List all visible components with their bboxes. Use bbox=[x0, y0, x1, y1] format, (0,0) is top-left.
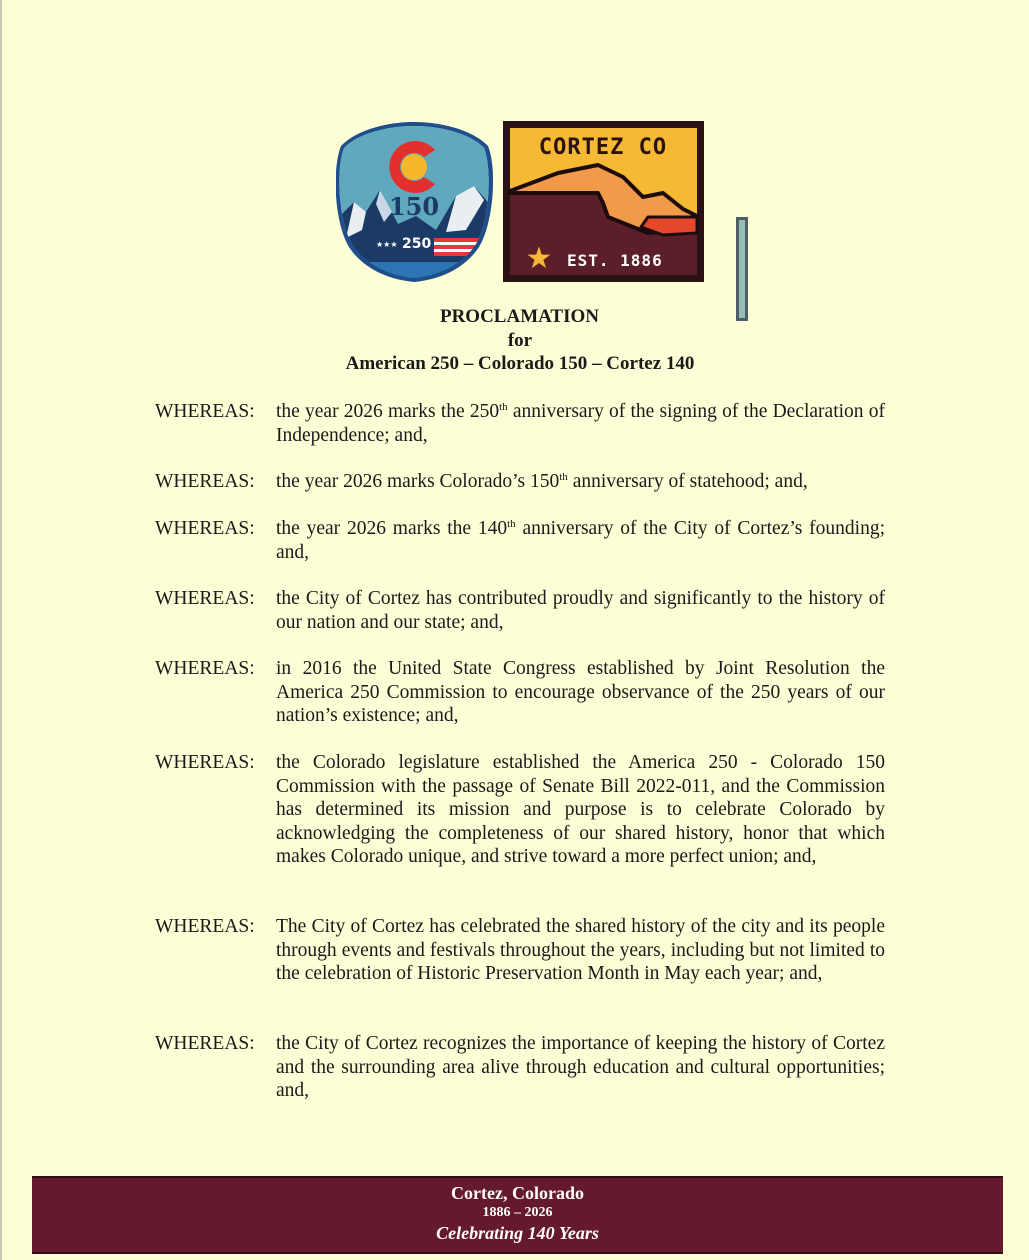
clause-text: the year 2026 marks the 140th anniversary of the City of Cortez’s founding; and, bbox=[276, 518, 885, 563]
svg-text:EST. 1886: EST. 1886 bbox=[567, 251, 663, 270]
proclamation-title bbox=[0, 305, 1029, 376]
whereas-label: WHEREAS: bbox=[155, 518, 255, 539]
clause-text: the year 2026 marks Colorado’s 150th anniversary of statehood; and, bbox=[276, 471, 808, 492]
whereas-label: WHEREAS: bbox=[155, 471, 255, 492]
clause-text: in 2016 the United State Congress established by Joint Resolution the America 250 Commission to encourage observance of the 250 years of our nation’s existence; and, bbox=[276, 658, 885, 727]
whereas-label: WHEREAS: bbox=[155, 401, 255, 422]
whereas-label: WHEREAS: bbox=[155, 588, 255, 609]
svg-text:CORTEZ CO: CORTEZ CO bbox=[538, 135, 668, 160]
whereas-label: WHEREAS: bbox=[155, 752, 255, 773]
footer-years: 1886 – 2026 bbox=[482, 1205, 553, 1220]
footer-city: Cortez, Colorado bbox=[451, 1183, 584, 1203]
whereas-label: WHEREAS: bbox=[155, 1033, 255, 1054]
page-edge bbox=[0, 0, 2, 1260]
svg-text:★★★: ★★★ bbox=[376, 240, 398, 249]
svg-text:★: ★ bbox=[525, 241, 553, 276]
title-line-subject: American 250 – Colorado 150 – Cortez 140 bbox=[345, 353, 695, 374]
whereas-label: WHEREAS: bbox=[155, 658, 255, 679]
clause-text: the City of Cortez recognizes the importance of keeping the history of Cortez and the surrounding area alive through education and cultural opportunities; and, bbox=[276, 1033, 885, 1102]
svg-text:150: 150 bbox=[388, 192, 440, 221]
cortez-co-logo bbox=[503, 121, 704, 282]
clause-text: the Colorado legislature established the America 250 - Colorado 150 Commission with the passage of Senate Bill 2022-011, and the Commission has determined its mission and purpose is to celebrate Colorado by acknowledging the completeness of our shared history, honor that which makes Colorado unique, and strive toward a more perfect union; and, bbox=[276, 752, 885, 868]
clause-text: The City of Cortez has celebrated the shared history of the city and its people through events and festivals throughout the years, including but not limited to the celebration of Historic Preservation Month in May each year; and, bbox=[276, 916, 885, 985]
footer-banner bbox=[32, 1176, 1003, 1254]
footer-tagline: Celebrating 140 Years bbox=[436, 1223, 599, 1243]
title-line-proclamation: PROCLAMATION bbox=[439, 306, 600, 327]
clause-text: the City of Cortez has contributed proudly and significantly to the history of our nation and our state; and, bbox=[276, 588, 885, 633]
title-line-for: for bbox=[507, 329, 533, 351]
whereas-label: WHEREAS: bbox=[155, 916, 255, 937]
colorado-150-badge-logo bbox=[336, 120, 493, 282]
svg-text:250: 250 bbox=[402, 236, 432, 252]
clause-text: the year 2026 marks the 250th anniversary of the signing of the Declaration of Independence; and, bbox=[276, 401, 885, 446]
